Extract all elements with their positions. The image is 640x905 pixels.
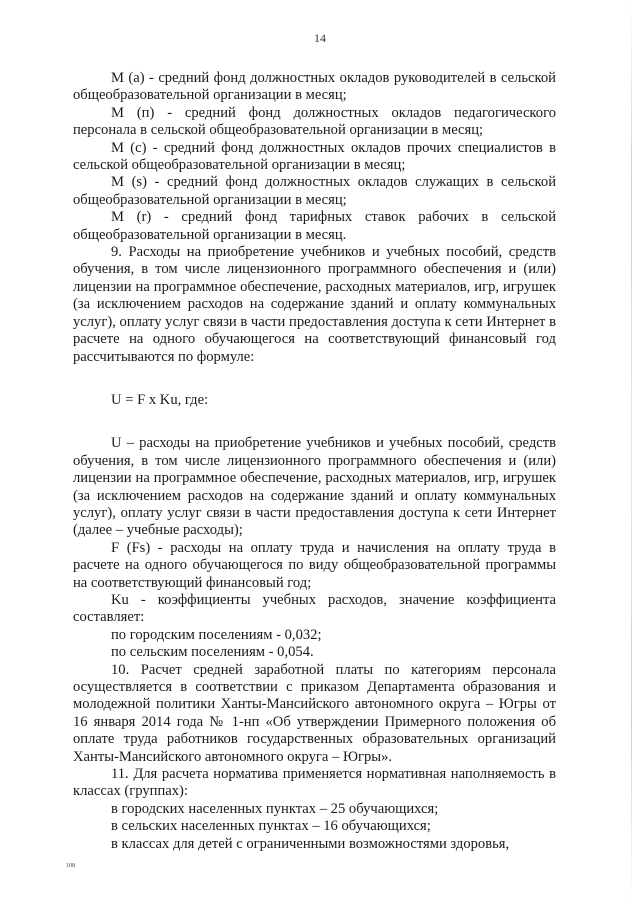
footer-mark: 108: [66, 863, 75, 869]
list-item-special-classes: в классах для детей с ограниченными возможностями здоровья,: [111, 835, 510, 852]
page-number: 14: [314, 31, 326, 45]
paragraph-m-a: М (а) - средний фонд должностных окладов руководителей в сельской общеобразовательной организации в месяц;: [73, 70, 556, 104]
paragraph-m-c: М (с) - средний фонд должностных окладов прочих специалистов в сельской общеобразовательной организации в месяц;: [73, 139, 556, 174]
paragraph-section-11: 11. Для расчета норматива применяется нормативная наполняемость в классах (группах):: [73, 766, 556, 800]
paragraph-m-s: М (s) - средний фонд должностных окладов служащих в сельской общеобразовательной организации в месяц;: [73, 174, 556, 208]
list-item-rural: по сельским поселениям - 0,054.: [111, 644, 314, 661]
list-item-rural-classes: в сельских населенных пунктах – 16 обучающихся;: [111, 818, 431, 835]
paragraph-f-definition: F (Fs) - расходы на оплату труда и начисления на оплату труда в расчете на одного обучающегося по виду общеобразовательной программы на соответствующий финансовый год;: [73, 539, 556, 591]
paragraph-u-definition: U – расходы на приобретение учебников и учебных пособий, средств обучения, в том числе лицензионного программного обеспечения и (или) лицензии на программное обеспечение, расходных материалов, игр, игрушек (за исключением расходов на содержание зданий и оплату коммунальных услуг), оплату услуг связи в части предоставления доступа к сети Интернет (далее – учебные расходы);: [73, 435, 556, 539]
paragraph-section-9: 9. Расходы на приобретение учебников и учебных пособий, средств обучения, в том числе лицензионного программного обеспечения и (или) лицензии на программное обеспечение, расходных материалов, игр, игрушек (за исключением расходов на содержание зданий и оплату коммунальных услуг), оплату услуг связи в части предоставления доступа к сети Интернет в расчете на одного обучающегося на соответствующий финансовый год рассчитываются по формуле:: [73, 244, 556, 365]
list-item-city-classes: в городских населенных пунктах – 25 обучающихся;: [111, 800, 439, 817]
list-item-urban: по городским поселениям - 0,032;: [111, 626, 322, 643]
document-body: [73, 70, 556, 853]
paragraph-m-n: М (п) - средний фонд должностных окладов педагогического персонала в сельской общеобразовательной организации в месяц;: [73, 104, 556, 139]
paragraph-m-r: М (r) - средний фонд тарифных ставок рабочих в сельской общеобразовательной организации в месяц.: [73, 209, 556, 243]
formula: U = F x Ku, где:: [111, 391, 209, 408]
scan-edge-shadow: [631, 0, 632, 905]
paragraph-section-10: 10. Расчет средней заработной платы по категориям персонала осуществляется в соответствии с приказом Департамента образования и молодежной политики Ханты-Мансийского автономного округа – Югры от 16 января 2014 года № 1-нп «Об утверждении Примерного положения об оплате труда работников государственных образовательных организаций Ханты-Мансийского автономного округа – Югры».: [73, 661, 556, 765]
paragraph-ku-definition: Ku - коэффициенты учебных расходов, значение коэффициента составляет:: [73, 591, 556, 626]
